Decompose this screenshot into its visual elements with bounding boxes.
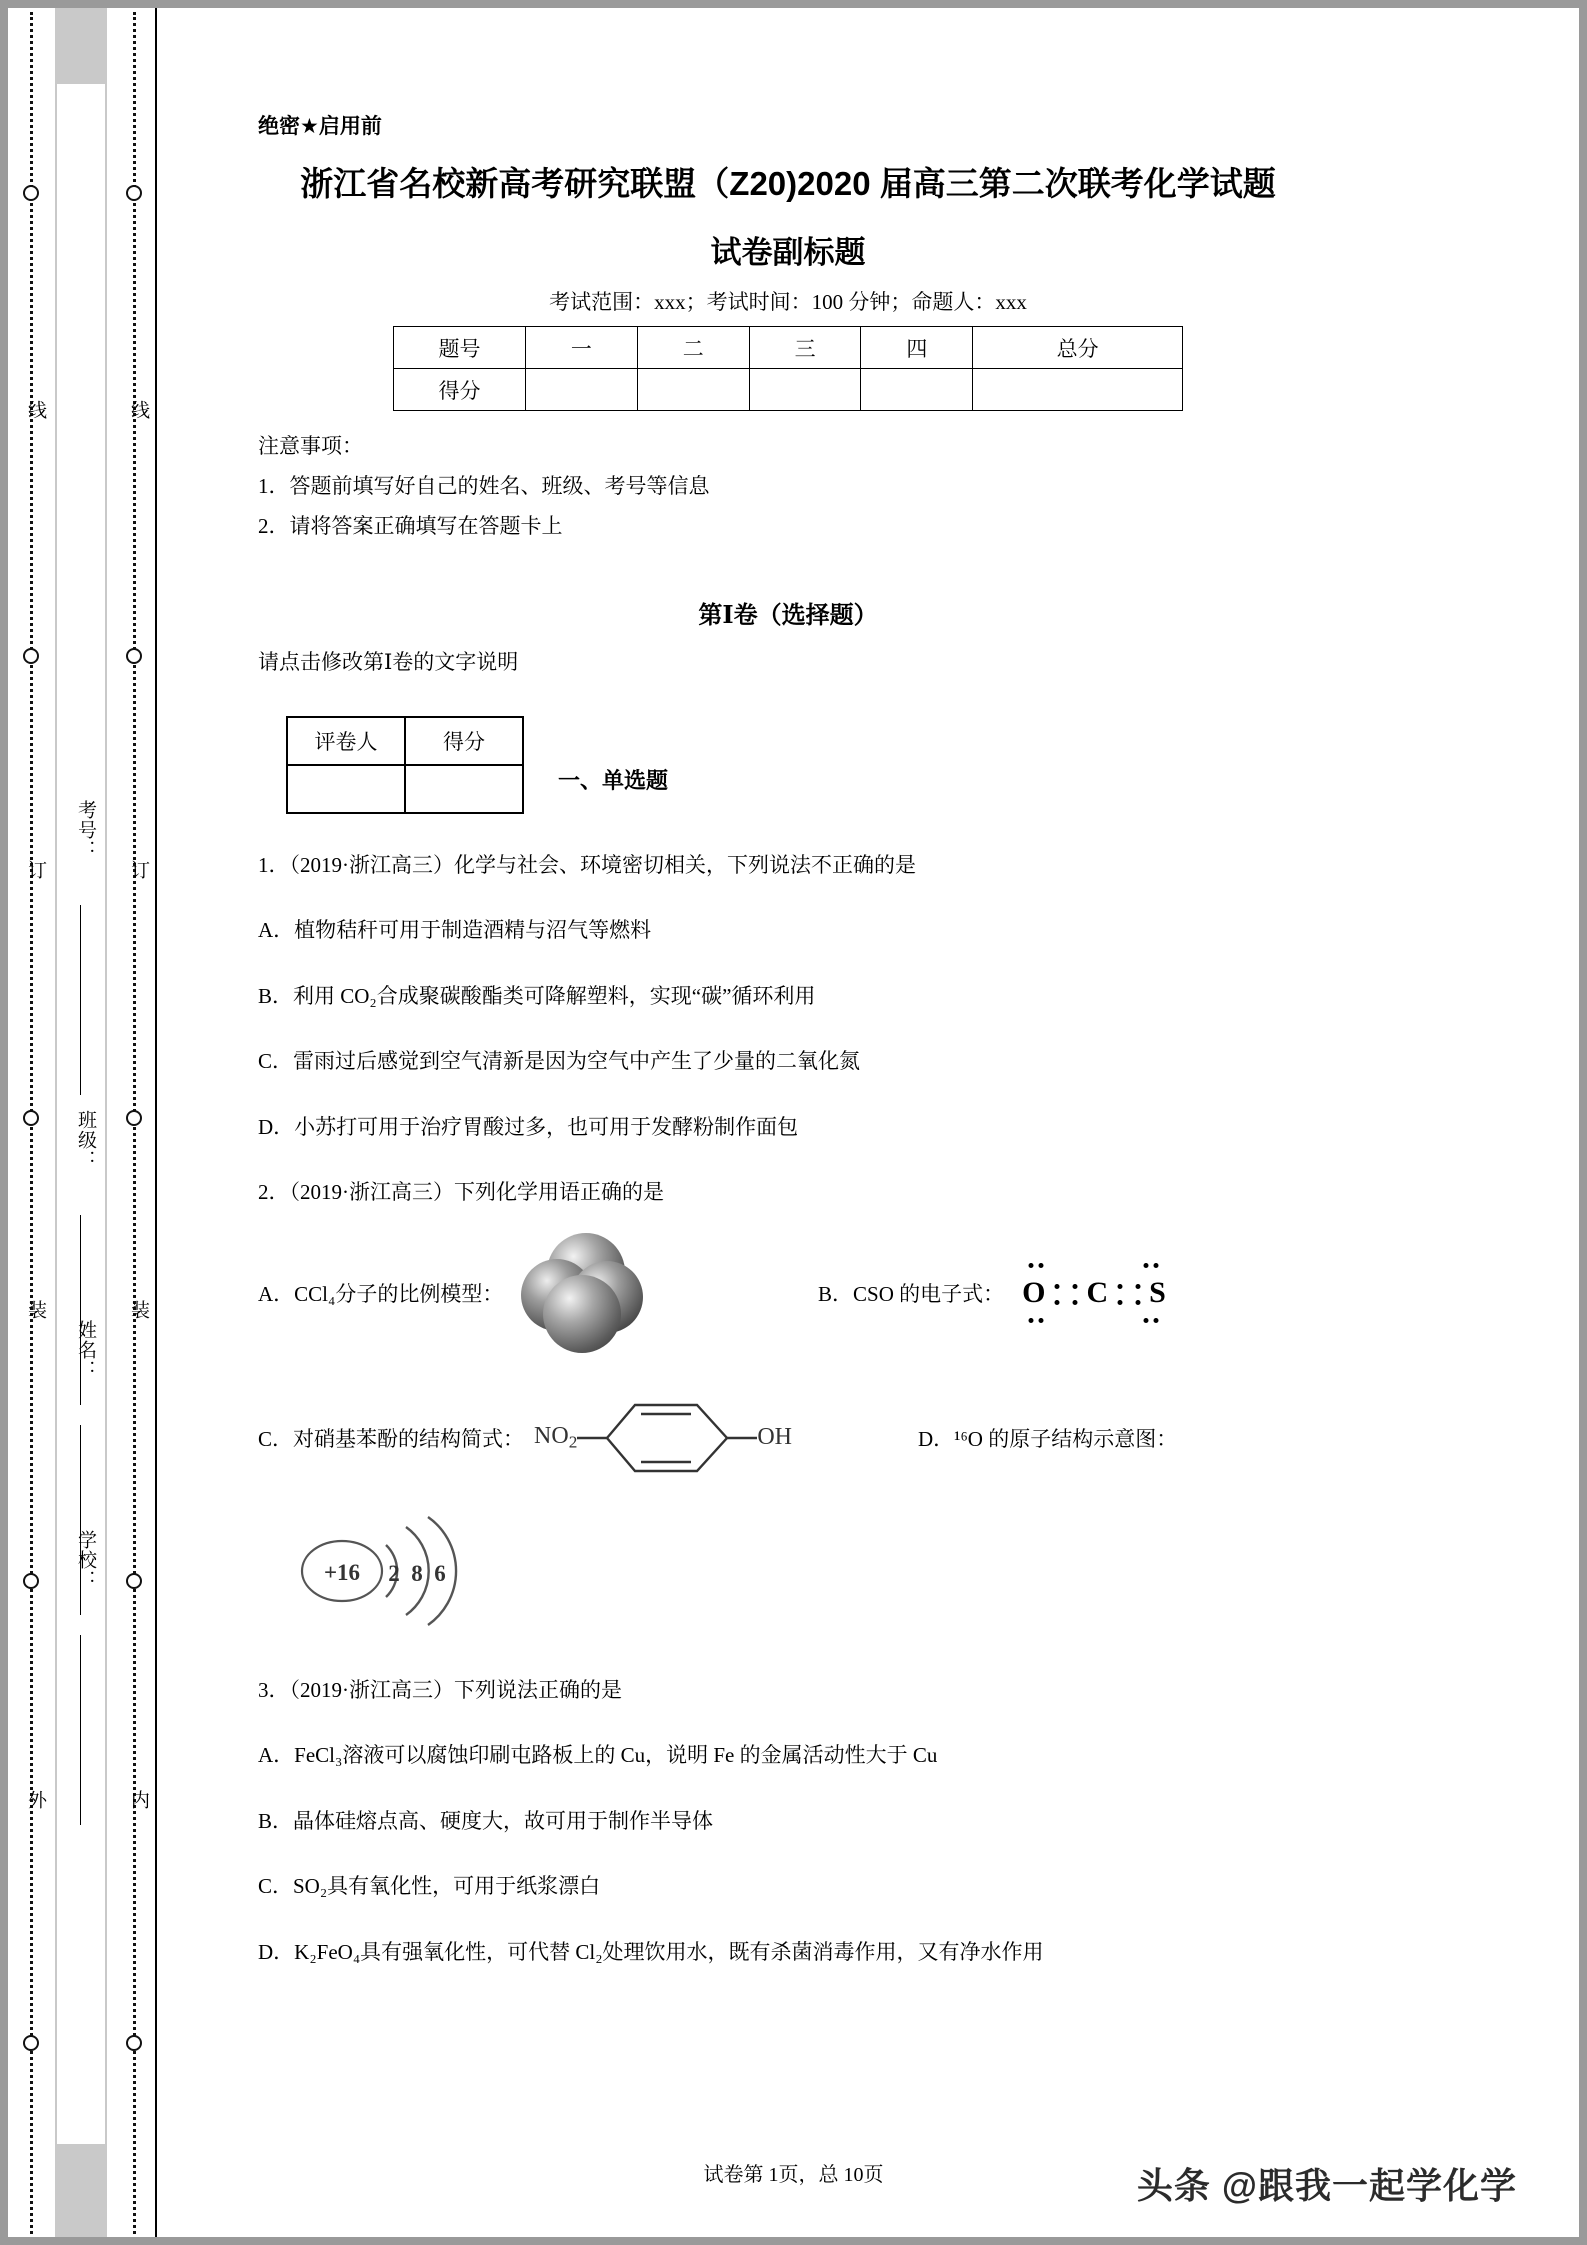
page-footer: 试卷第 1页，总 10页 bbox=[703, 2164, 884, 2186]
confidential-label: 绝密★启用前 bbox=[258, 115, 382, 138]
page-title: 浙江省名校新高考研究联盟（Z20)2020 届高三第二次联考化学试题 bbox=[300, 165, 1276, 202]
svg-text:6: 6 bbox=[434, 1560, 446, 1586]
score-summary-table bbox=[393, 326, 1183, 411]
benzene-ring-icon bbox=[577, 1399, 757, 1477]
field-class: 班级： bbox=[75, 1110, 96, 1170]
grader-table bbox=[286, 716, 524, 814]
lewis-atom-o: O bbox=[1022, 1275, 1047, 1309]
score-cell-3[interactable] bbox=[749, 369, 861, 411]
question-3-option-c[interactable]: C．SO₂具有氧化性，可用于纸浆漂白 bbox=[258, 1874, 601, 1899]
question-2-stem: 2．（2019·浙江高三）下列化学用语正确的是 bbox=[258, 1180, 664, 1205]
field-name: 姓名： bbox=[75, 1320, 96, 1380]
exam-info-line: 考试范围：xxx；考试时间：100 分钟；命题人：xxx bbox=[549, 290, 1027, 315]
exam-body bbox=[258, 110, 1318, 2002]
ccl4-space-filling-model-icon bbox=[517, 1233, 645, 1353]
punch-circle bbox=[126, 2035, 142, 2051]
svg-text:+16: +16 bbox=[323, 1559, 361, 1585]
score-cell-total[interactable] bbox=[973, 369, 1183, 411]
score-col-3: 三 bbox=[749, 327, 861, 369]
page-border-bottom bbox=[0, 2237, 1587, 2245]
question-3-option-a[interactable]: A．FeCl₃溶液可以腐蚀印刷屯路板上的 Cu，说明 Fe 的金属活动性大于 Cu bbox=[258, 1743, 938, 1768]
question-2-option-d-label: D．¹⁶O 的原子结构示意图： bbox=[918, 1426, 1178, 1451]
svg-text:8: 8 bbox=[411, 1560, 423, 1586]
sidebar-mark-pack-left: 装 bbox=[25, 1300, 46, 1321]
grader-cell-score[interactable] bbox=[405, 765, 523, 813]
grader-header-person: 评卷人 bbox=[287, 717, 405, 765]
page-border-right bbox=[1579, 0, 1587, 2245]
punch-circle bbox=[23, 1110, 39, 1126]
score-col-2: 二 bbox=[637, 327, 749, 369]
score-cell-1[interactable] bbox=[526, 369, 638, 411]
question-2-option-c-label: C．对硝基苯酚的结构简式： bbox=[258, 1426, 525, 1451]
grader-header-score: 得分 bbox=[405, 717, 523, 765]
question-2-option-d[interactable] bbox=[918, 1423, 1177, 1453]
score-col-1: 一 bbox=[526, 327, 638, 369]
lewis-atom-c: C bbox=[1086, 1275, 1110, 1309]
section-heading: 一、单选题 bbox=[558, 767, 669, 793]
notice-item-1: 1．答题前填写好自己的姓名、班级、考号等信息 bbox=[258, 474, 710, 499]
field-exam-number-rule bbox=[80, 905, 81, 1095]
punch-circle bbox=[23, 185, 39, 201]
question-1-option-b[interactable]: B．利用 CO₂合成聚碳酸酯类可降解塑料，实现“碳”循环利用 bbox=[258, 983, 816, 1008]
table-row bbox=[394, 327, 1183, 369]
question-3-stem: 3．（2019·浙江高三）下列说法正确的是 bbox=[258, 1677, 622, 1702]
field-school-rule bbox=[80, 1635, 81, 1825]
question-1-option-a[interactable]: A．植物秸秆可用于制造酒精与沼气等燃料 bbox=[258, 918, 652, 943]
field-exam-number: 考号： bbox=[75, 800, 96, 860]
question-2-option-a[interactable] bbox=[258, 1233, 818, 1353]
grader-cell-person[interactable] bbox=[287, 765, 405, 813]
lewis-atom-s: S bbox=[1149, 1275, 1167, 1309]
atom-shell-diagram-icon bbox=[298, 1511, 518, 1621]
score-cell-2[interactable] bbox=[637, 369, 749, 411]
svg-text:2: 2 bbox=[388, 1560, 400, 1586]
question-1-option-d[interactable]: D．小苏打可用于治疗胃酸过多，也可用于发酵粉制作面包 bbox=[258, 1114, 799, 1139]
field-school: 学校： bbox=[75, 1530, 96, 1590]
sidebar-mark-bind-left: 订 bbox=[25, 860, 46, 881]
lewis-structure-ocs-icon bbox=[1020, 1276, 1169, 1310]
question-3-option-b[interactable]: B．晶体硅熔点高、硬度大，故可用于制作半导体 bbox=[258, 1808, 714, 1833]
table-row bbox=[394, 369, 1183, 411]
page-border-left bbox=[0, 0, 8, 2245]
punch-circle bbox=[23, 1573, 39, 1589]
question-2-option-c[interactable] bbox=[258, 1399, 918, 1477]
question-2-option-b-label: B．CSO 的电子式： bbox=[818, 1281, 1005, 1306]
punch-circle bbox=[126, 1573, 142, 1589]
punch-circle bbox=[126, 1110, 142, 1126]
question-1-stem: 1．（2019·浙江高三）化学与社会、环境密切相关，下列说法不正确的是 bbox=[258, 852, 916, 877]
punch-circle bbox=[23, 648, 39, 664]
notice-block bbox=[258, 427, 1318, 547]
punch-circle bbox=[23, 2035, 39, 2051]
page-subtitle: 试卷副标题 bbox=[710, 235, 866, 271]
question-2-row-ab bbox=[258, 1233, 1318, 1353]
sidebar-mark-pack-right: 装 bbox=[128, 1300, 149, 1321]
watermark: 头条 @跟我一起学化学 bbox=[1136, 2165, 1517, 2206]
nitro-group-label: $NO_2$ bbox=[534, 1423, 578, 1452]
punch-circle bbox=[126, 185, 142, 201]
page-border-top bbox=[0, 0, 1587, 8]
body-vertical-rule bbox=[155, 8, 157, 2237]
question-3-option-d[interactable]: D．K₂FeO₄具有强氧化性，可代替 Cl₂处理饮用水，既有杀菌消毒作用，又有净水作用 bbox=[258, 1939, 1044, 1964]
score-row-header-number: 题号 bbox=[394, 327, 526, 369]
sidebar-mark-inside: 内 bbox=[128, 1790, 149, 1811]
score-col-4: 四 bbox=[861, 327, 973, 369]
table-row bbox=[287, 765, 523, 813]
hydroxyl-group-label: OH bbox=[757, 1424, 792, 1451]
nitrophenol-structure-icon bbox=[534, 1399, 792, 1477]
sidebar-mark-bind-right: 订 bbox=[128, 860, 149, 881]
sidebar-mark-line-left: 线 bbox=[25, 400, 46, 421]
volume-title: 第Ⅰ卷（选择题） bbox=[698, 602, 878, 629]
volume-description[interactable]: 请点击修改第Ⅰ卷的文字说明 bbox=[258, 649, 519, 674]
sidebar-mark-line-right: 线 bbox=[128, 400, 149, 421]
score-row-header-score: 得分 bbox=[394, 369, 526, 411]
notice-item-2: 2．请将答案正确填写在答题卡上 bbox=[258, 513, 563, 538]
score-col-total: 总分 bbox=[973, 327, 1183, 369]
question-1-option-c[interactable]: C．雷雨过后感觉到空气清新是因为空气中产生了少量的二氧化氮 bbox=[258, 1049, 861, 1074]
question-2-row-cd bbox=[258, 1399, 1318, 1477]
sidebar-mark-outside: 外 bbox=[25, 1790, 46, 1811]
grader-block bbox=[258, 716, 1318, 828]
punch-circle bbox=[126, 648, 142, 664]
table-row bbox=[287, 717, 523, 765]
question-2-option-a-label: A．CCl₄分子的比例模型： bbox=[258, 1281, 504, 1306]
score-cell-4[interactable] bbox=[861, 369, 973, 411]
question-2-option-b[interactable] bbox=[818, 1276, 1169, 1310]
notice-heading: 注意事项： bbox=[258, 434, 363, 459]
